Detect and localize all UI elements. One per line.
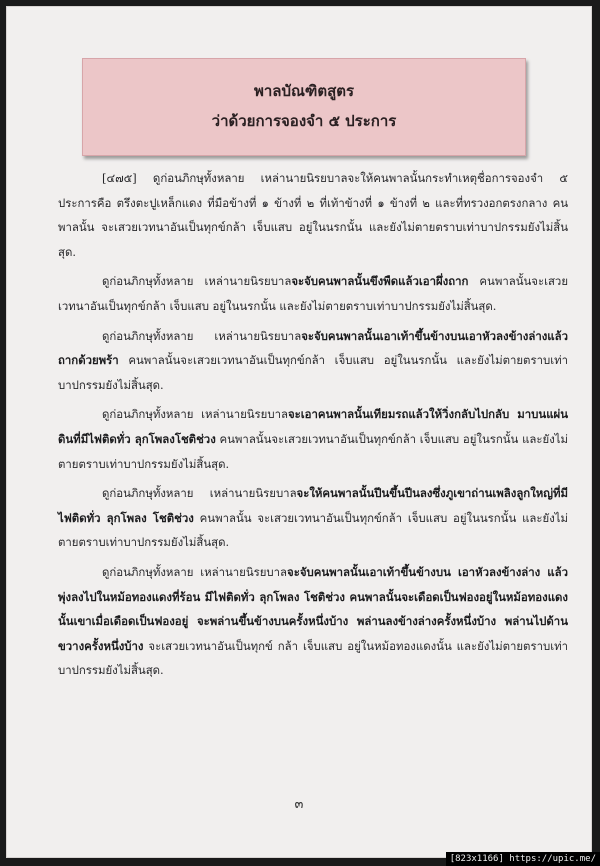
paragraph <box>58 166 568 264</box>
text-run: [๔๗๕] ดูก่อนภิกษุทั้งหลาย เหล่านายนิรยบาลจะให้คนพาลนั้นกระทำเหตุชื่อการจองจำ ๕ ประการคือ ตรึงตะปูเหล็กแดง ที่มือข้างที่ ๑ ข้างที่ ๒ ที่เท้าข้างที่ ๑ ข้างที่ ๒ และที่ทรวงอกตรงกลาง คนพาลนั้น จะเสวยเวทนาอันเป็นทุกข์กล้า เจ็บแสบ อยู่ในนรกนั้น และยังไม่ตายตราบเท่าบาปกรรมยังไม่สิ้นสุด. <box>58 171 568 259</box>
bold-phrase: จะให้คนพาลนั้นปีนขึ้นปีนลงซึ่งภูเขาถ่านเพลิงลูกใหญ่ที่มีไฟติดทั่ว ลุกโพลง โชติช่วง <box>58 486 568 525</box>
text-run: คนพาลนั้นจะเสวยเวทนาอันเป็นทุกข์กล้า เจ็บแสบ อยู่ในนรกนั้น และยังไม่ตายตราบเท่าบาปกรรมยังไม่สิ้นสุด. <box>58 353 568 392</box>
bold-phrase: จะเอาคนพาลนั้นเทียมรถแล้วให้วิ่งกลับไปกลับ มาบนแผ่นดินที่มีไฟติดทั่ว ลุกโพลงโชติช่วง <box>58 407 568 446</box>
paragraph <box>58 481 568 555</box>
title-box <box>82 58 526 156</box>
page-number: ๓ <box>294 797 304 812</box>
watermark: [823x1166] https://upic.me/ <box>446 852 600 866</box>
document-page <box>6 6 592 858</box>
body-text <box>58 166 568 688</box>
title-line-2: ว่าด้วยการจองจำ ๕ ประการ <box>211 112 397 130</box>
bold-phrase: จะจับคนพาลนั้นขึงพืดแล้วเอาผึ่งถาก <box>291 274 469 289</box>
text-run: จะเสวยเวทนาอันเป็นทุกข์ กล้า เจ็บแสบ อยู่ในหม้อทองแดงนั้น และยังไม่ตายตราบเท่าบาปกรรมยังไม่สิ้นสุด. <box>58 638 568 678</box>
text-run: คนพาลนั้นจะเสวยเวทนาอันเป็นทุกข์กล้า เจ็บแสบ อยู่ในนรกนั้น และยังไม่ตายตราบเท่าบาปกรรมยังไม่สิ้นสุด. <box>58 274 568 313</box>
text-run: ดูก่อนภิกษุทั้งหลาย เหล่านายนิรยบาล <box>102 328 302 343</box>
bold-phrase: จะจับคนพาลนั้นเอาเท้าขึ้นข้างบนเอาหัวลงข้างล่างแล้วถากด้วยพร้า <box>58 328 568 368</box>
paragraph <box>58 324 568 398</box>
text-run: คนพาลนั้นจะเสวยเวทนาอันเป็นทุกข์กล้า เจ็บแสบ อยู่ในรกนั้น และยังไม่ตายตราบเท่าบาปกรรมยังไม่สิ้นสุด. <box>58 431 568 471</box>
bold-phrase: จะจับคนพาลนั้นเอาเท้าขึ้นข้างบน เอาหัวลงข้างล่าง แล้วพุ่งลงไปในหม้อทองแดงที่ร้อน มีไฟติดทั่ว ลุกโพลง โชติช่วง คนพาลนั้นจะเดือดเป็นฟองอยู่ในหม้อทองแดงนั้นเขาเมื่อเดือดเป็นฟองอยู่ จะพล่านขึ้นข้างบนครั้งหนึ่งบ้าง พล่านลงข้างล่างครั้งหนึ่งบ้าง พล่านไปด้านขวางครั้งหนึ่งบ้าง <box>58 564 569 653</box>
text-run: ดูก่อนภิกษุทั้งหลาย เหล่านายนิรยบาล <box>102 564 288 579</box>
paragraph <box>58 269 568 318</box>
text-run: คนพาลนั้น จะเสวยเวทนาอันเป็นทุกข์กล้า เจ็บแสบ อยู่ในนรกนั้น และยังไม่ตายตราบเท่าบาปกรรมยังไม่สิ้นสุด. <box>58 510 568 550</box>
text-run: ดูก่อนภิกษุทั้งหลาย เหล่านายนิรยบาล <box>102 486 297 501</box>
paragraph <box>58 402 568 476</box>
text-run: ดูก่อนภิกษุทั้งหลาย เหล่านายนิรยบาล <box>102 407 288 422</box>
paragraph <box>58 560 568 683</box>
text-run: ดูก่อนภิกษุทั้งหลาย เหล่านายนิรยบาล <box>102 274 292 289</box>
title-line-1: พาลบัณฑิตสูตร <box>253 82 355 100</box>
